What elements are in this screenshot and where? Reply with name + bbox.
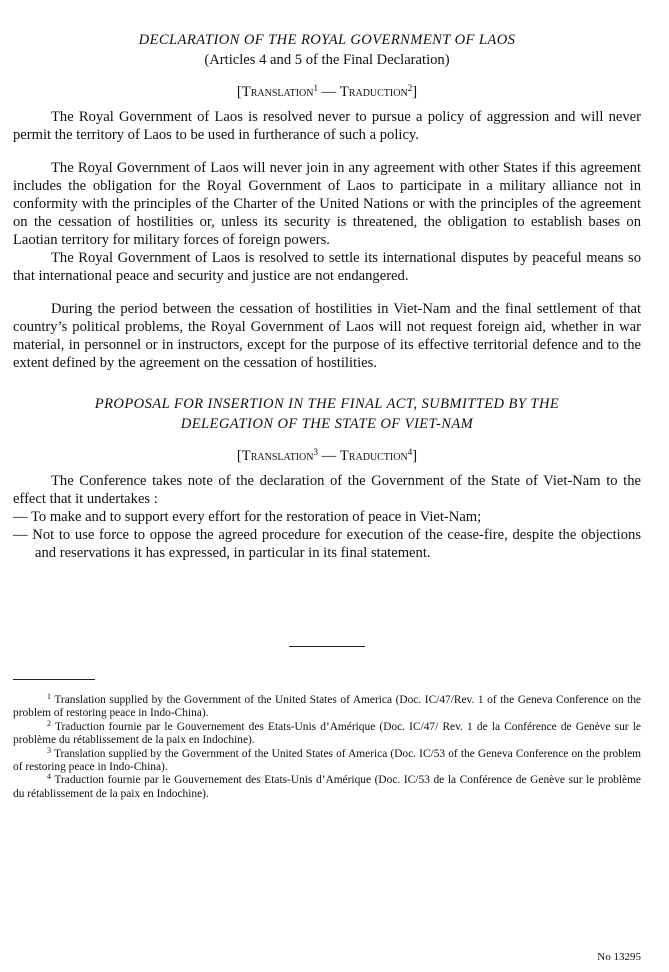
section2-translation-note: [Translation$^3$ — Traduction$^4$] [236, 447, 418, 464]
section2-intro: The Conference takes note of the declaration of the Government of the State of Viet-Nam to the effect that it undertakes : [13, 473, 641, 507]
translation-separator: — [318, 84, 340, 100]
section2-title-line1: PROPOSAL FOR INSERTION IN THE FINAL ACT, SUBMITTED BY THE [94, 396, 560, 412]
section1-paragraph-4: During the period between the cessation of hostilities in Viet-Nam and the final settlement of that country’s political problems, the Royal Government of Laos will not request foreign aid, whether in war material, in personnel or in instructors, except for the purpose of its effective territorial defence and to the extent defined by the agreement on the cessation of hostilities. [13, 301, 641, 371]
footnote-number: 4 [47, 772, 51, 782]
footnote-ref-3[interactable]: 3 [313, 447, 318, 457]
footnote-text: Translation supplied by the Government of the United States of America (Doc. IC/53 of the Geneva Conference on the problem of restoring peace in Indo-China). [13, 747, 641, 774]
translation-label: Translation [241, 448, 314, 464]
footnote-3 [13, 745, 641, 775]
footnote-ref-2[interactable]: 2 [407, 83, 413, 93]
section1-paragraph-1: The Royal Government of Laos is resolved never to pursue a policy of aggression and will never permit the territory of Laos to be used in furtherance of such a policy. [13, 109, 641, 143]
section1-title: DECLARATION OF THE ROYAL GOVERNMENT OF LAOS [138, 32, 516, 48]
section1-translation-note: [Translation$^1$ — Traduction$^2$] [236, 83, 418, 100]
footnote-text: Traduction fournie par le Gouvernement des Etats-Unis d’Amérique (Doc. IC/53 de la Conférence de Genève sur le problème du rétablissement de la paix en Indochine). [13, 774, 641, 800]
translation-label: Translation [241, 84, 314, 100]
footnote-ref-4[interactable]: 4 [407, 447, 413, 457]
section2-title-line2: DELEGATION OF THE STATE OF VIET-NAM [180, 416, 474, 432]
footnote-text: Traduction fournie par le Gouvernement des Etats-Unis d’Amérique (Doc. IC/47/ Rev. 1 de la Conférence de Genève sur le problème du rétablissement de la paix en Indochine). [13, 720, 641, 747]
footnote-text: Translation supplied by the Government of the United States of America (Doc. IC/47/Rev. 1 of the Geneva Conference on the problem of restoring peace in Indo-China). [13, 694, 641, 720]
translation-separator: — [318, 448, 340, 464]
section1-paragraph-3: The Royal Government of Laos is resolved to settle its international disputes by peaceful means so that international peace and security and justice are not endangered. [13, 250, 641, 284]
footnote-1 [13, 694, 641, 721]
footnote-ref-1[interactable]: 1 [313, 83, 318, 93]
section1-paragraph-2: The Royal Government of Laos will never join in any agreement with other States if this agreement includes the obligation for the Royal Government of Laos to participate in a military alliance not in conformity with the principles of the Charter of the United Nations or with the principles of the agreement on the cessation of hostilities or, unless its security is threatened, the obligation to establish bases on Laotian territory for military forces of foreign powers. [13, 160, 641, 248]
document-number: No 13295 [597, 951, 641, 963]
footnote-2 [13, 718, 641, 748]
section2-item-1: — To make and to support every effort for the restoration of peace in Viet-Nam; [13, 509, 482, 525]
section2-item-2: — Not to use force to oppose the agreed procedure for execution of the cease-fire, despite the objections and reservations it has expressed, in particular in its final statement. [13, 527, 641, 561]
footnote-number: 2 [47, 718, 51, 728]
footnote-number: 3 [47, 745, 51, 755]
traduction-label: Traduction [339, 84, 408, 100]
traduction-label: Traduction [339, 448, 408, 464]
footnote-4 [13, 774, 641, 801]
section1-subtitle: (Articles 4 and 5 of the Final Declaration) [204, 52, 450, 68]
footnote-number: 1 [47, 692, 51, 701]
document-page [13, 30, 641, 801]
